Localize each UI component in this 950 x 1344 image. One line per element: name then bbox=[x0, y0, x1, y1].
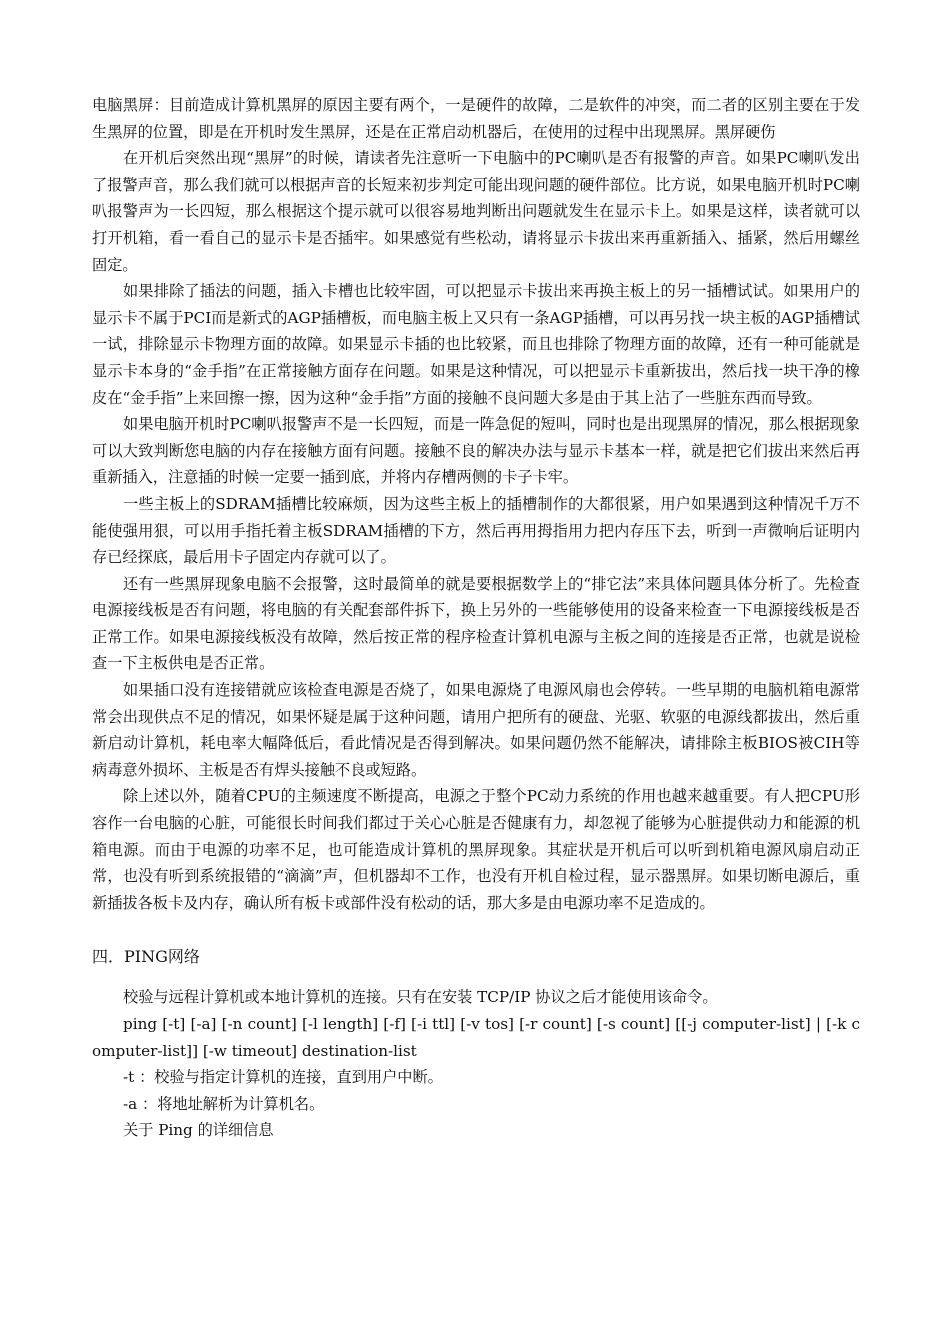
paragraph-power-supply: 如果插口没有连接错就应该检查电源是否烧了，如果电源烧了电源风扇也会停转。一些早期的电脑机箱电源常常会出现供点不足的情况，如果怀疑是属于这种问题，请用户把所有的硬盘、光驱、软驱的电源线都拔出，然后重新启动计算机，耗电率大幅降低后，看此情况是否得到解决。如果问题仍然不能解决，请排除主板BIOS被CIH等病毒意外损坏、主板是否有焊头接触不良或短路。 bbox=[92, 681, 860, 779]
paragraph-display-card: 如果排除了插法的问题，插入卡槽也比较牢固，可以把显示卡拔出来再换主板上的另一插槽试试。如果用户的显示卡不属于PCI而是新式的AGP插槽板，而电脑主板上又只有一条AGP插槽，可以再另找一块主板的AGP插槽试一试，排除显示卡物理方面的故障。如果显示卡插的也比较紧，而且也排除了物理方面的故障，还有一种可能就是显示卡本身的“金手指”在正常接触方面存在问题。如果是这种情况，可以把显示卡重新拔出，然后找一块干净的橡皮在“金手指”上来回擦一擦，因为这种“金手指”方面的接触不良问题大多是由于其上沾了一些脏东西而导致。 bbox=[92, 282, 860, 407]
ping-option-a: -a ：将地址解析为计算机名。 bbox=[123, 1094, 325, 1113]
ping-section bbox=[92, 984, 860, 1144]
section-heading-ping: 四．PING网络 bbox=[92, 947, 200, 967]
ping-option-t: -t ：校验与指定计算机的连接，直到用户中断。 bbox=[123, 1068, 443, 1087]
paragraph-cpu-power: 除上述以外，随着CPU的主频速度不断提高，电源之于整个PC动力系统的作用也越来越重要。有人把CPU形容作一台电脑的心脏，可能很长时间我们都过于关心心脏是否健康有力，却忽视了能够为心脏提供动力和能源的机箱电源。而由于电源的功率不足，也可能造成计算机的黑屏现象。其症状是开机后可以听到机箱电源风扇启动正常，也没有听到系统报错的“滴滴”声，但机器却不工作，也没有开机自检过程，显示器黑屏。如果切断电源后，重新插拔各板卡及内存，确认所有板卡或部件没有松动的话，那大多是由电源功率不足造成的。 bbox=[92, 787, 860, 912]
paragraph-sdram: 一些主板上的SDRAM插槽比较麻烦，因为这些主板上的插槽制作的大都很紧，用户如果遇到这种情况千万不能使强用狠，可以用手指托着主板SDRAM插槽的下方，然后再用拇指用力把内存压下去，听到一声微响后证明内存已经探底，最后用卡子固定内存就可以了。 bbox=[92, 494, 860, 567]
paragraph-no-alarm: 还有一些黑屏现象电脑不会报警，这时最简单的就是要根据数学上的“排它法”来具体问题具体分析了。先检查电源接线板是否有问题，将电脑的有关配套部件拆下，换上另外的一些能够使用的设备来检查一下电源接线板是否正常工作。如果电源接线板没有故障，然后按正常的程序检查计算机电源与主板之间的连接是否正常，也就是说检查一下主板供电是否正常。 bbox=[92, 574, 860, 673]
ping-more-info: 关于 Ping 的详细信息 bbox=[123, 1121, 274, 1140]
ping-intro: 校验与远程计算机或本地计算机的连接。只有在安装 TCP/IP 协议之后才能使用该命令。 bbox=[123, 988, 718, 1007]
paragraph-pc-speaker: 在开机后突然出现“黑屏”的时候，请读者先注意听一下电脑中的PC喇叭是否有报警的声音。如果PC喇叭发出了报警声音，那么我们就可以根据声音的长短来初步判定可能出现问题的硬件部位。比方说，如果电脑开机时PC喇叭报警声为一长四短，那么根据这个提示就可以很容易地判断出问题就发生在显示卡上。如果是这样，读者就可以打开机箱，看一看自己的显示卡是否插牢。如果感觉有些松动，请将显示卡拔出来再重新插入、插紧，然后用螺丝固定。 bbox=[92, 149, 860, 274]
document-page bbox=[92, 92, 860, 1144]
paragraph-black-screen-intro: 电脑黑屏：目前造成计算机黑屏的原因主要有两个，一是硬件的故障，二是软件的冲突，而二者的区别主要在于发生黑屏的位置，即是在开机时发生黑屏，还是在正常启动机器后，在使用的过程中出现黑屏。黑屏硬伤 bbox=[92, 96, 860, 141]
paragraph-memory-alarm: 如果电脑开机时PC喇叭报警声不是一长四短，而是一阵急促的短叫，同时也是出现黑屏的情况，那么根据现象可以大致判断您电脑的内存在接触方面有问题。接触不良的解决办法与显示卡基本一样，就是把它们拔出来然后再重新插入，注意插的时候一定要一插到底，并将内存槽两侧的卡子卡牢。 bbox=[92, 415, 860, 487]
ping-syntax: ping [-t] [-a] [-n count] [-l length] [-f] [-i ttl] [-v tos] [-r count] [-s count] [[-j computer-list] | [-k computer-list]] [-w timeout] destination-list bbox=[92, 1015, 860, 1060]
